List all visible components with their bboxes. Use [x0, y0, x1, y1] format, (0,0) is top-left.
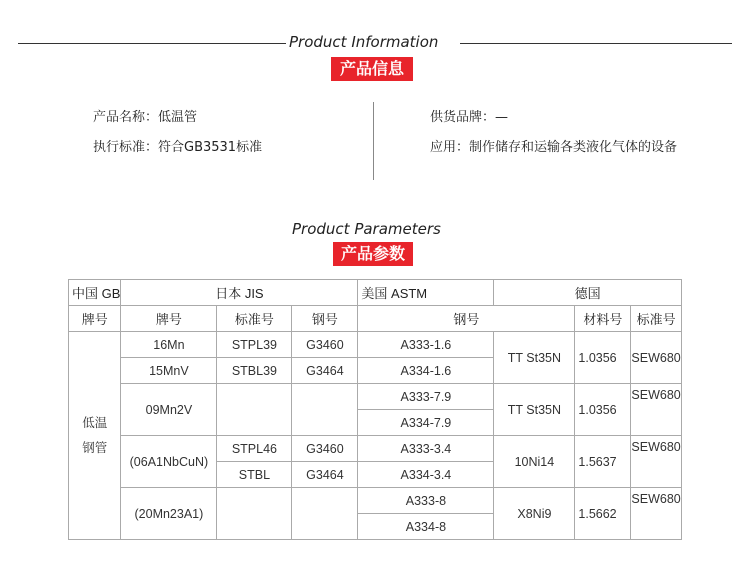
jis-grade	[217, 384, 292, 436]
astm-grade: A333-8	[358, 488, 494, 514]
header-din-grade: 钢号	[358, 306, 575, 332]
table-header-row-2	[69, 306, 682, 332]
jis-standard: G3460	[292, 436, 358, 462]
din-standard: SEW680	[631, 488, 681, 540]
jis-grade: STBL	[217, 462, 292, 488]
product-standard: 执行标准：符合GB3531标准	[93, 140, 263, 155]
astm-grade: A333-7.9	[358, 384, 494, 410]
product-brand: 供货品牌：—	[430, 110, 509, 125]
divider-right	[460, 43, 732, 44]
astm-grade: A334-1.6	[358, 358, 494, 384]
jis-grade: STPL46	[217, 436, 292, 462]
table-row	[69, 488, 682, 514]
product-params-heading-en: Product Parameters	[292, 220, 441, 238]
astm-grade: A334-3.4	[358, 462, 494, 488]
table-header-row-1	[69, 280, 682, 306]
jis-standard	[292, 384, 358, 436]
product-info-heading-en: Product Information	[289, 33, 439, 51]
header-din-standard: 标准号	[631, 306, 681, 332]
jis-standard: G3460	[292, 332, 358, 358]
din-standard: SEW680	[631, 436, 681, 488]
category-cell: 低温 钢管	[69, 332, 121, 540]
gb-grade: 16Mn	[121, 332, 217, 358]
gb-grade: 15MnV	[121, 358, 217, 384]
din-standard: SEW680	[631, 332, 681, 384]
product-info-heading-cn: 产品信息	[331, 57, 413, 81]
din-material: 1.0356	[575, 384, 631, 436]
jis-grade: STPL39	[217, 332, 292, 358]
jis-grade	[217, 488, 292, 540]
product-params-heading-cn: 产品参数	[333, 242, 413, 266]
din-grade: 10Ni14	[494, 436, 575, 488]
table-row	[69, 436, 682, 462]
din-material: 1.5637	[575, 436, 631, 488]
din-material: 1.5662	[575, 488, 631, 540]
table-row	[69, 384, 682, 410]
astm-grade: A334-7.9	[358, 410, 494, 436]
header-din-material: 材料号	[575, 306, 631, 332]
jis-standard: G3464	[292, 462, 358, 488]
gb-grade: 09Mn2V	[121, 384, 217, 436]
table-row	[69, 332, 682, 358]
din-material: 1.0356	[575, 332, 631, 384]
header-jis-standard: 标准号	[217, 306, 292, 332]
product-application: 应用：制作储存和运输各类液化气体的设备	[430, 140, 678, 155]
header-usa-astm: 美国 ASTM	[358, 280, 494, 306]
din-standard: SEW680	[631, 384, 681, 436]
din-grade: TT St35N	[494, 332, 575, 384]
astm-grade: A333-3.4	[358, 436, 494, 462]
header-germany: 德国	[494, 280, 681, 306]
product-name: 产品名称：低温管	[93, 110, 198, 125]
astm-grade: A334-8	[358, 514, 494, 540]
divider-left	[18, 43, 286, 44]
din-grade: X8Ni9	[494, 488, 575, 540]
din-grade: TT St35N	[494, 384, 575, 436]
params-table	[68, 279, 682, 540]
header-china-gb: 中国 GB	[69, 280, 121, 306]
jis-standard: G3464	[292, 358, 358, 384]
header-astm-grade: 钢号	[292, 306, 358, 332]
jis-grade: STBL39	[217, 358, 292, 384]
header-gb-grade: 牌号	[69, 306, 121, 332]
header-jis-grade: 牌号	[121, 306, 217, 332]
info-separator	[373, 102, 374, 180]
gb-grade: (20Mn23A1)	[121, 488, 217, 540]
jis-standard	[292, 488, 358, 540]
header-japan-jis: 日本 JIS	[121, 280, 358, 306]
gb-grade: (06A1NbCuN)	[121, 436, 217, 488]
astm-grade: A333-1.6	[358, 332, 494, 358]
